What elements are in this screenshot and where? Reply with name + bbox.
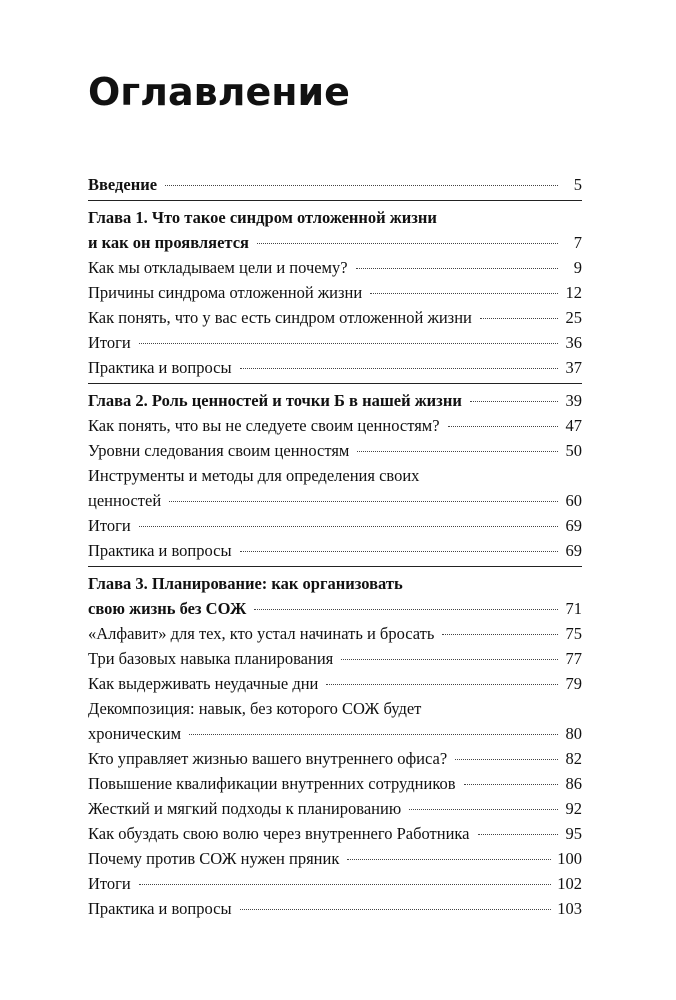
toc-entry xyxy=(88,771,582,796)
toc-entry-title: Как обуздать свою волю через внутреннего Работника xyxy=(88,824,470,843)
toc-page-number: 25 xyxy=(565,308,582,327)
dot-leader xyxy=(189,733,558,735)
dot-leader xyxy=(357,450,558,452)
toc-entry-row xyxy=(88,771,582,796)
toc-entry-row xyxy=(88,621,582,646)
toc-entry xyxy=(88,305,582,330)
toc-entry-title: Кто управляет жизнью вашего внутреннего офиса? xyxy=(88,749,448,768)
dot-leader xyxy=(356,267,558,269)
page-title: Оглавление xyxy=(88,70,350,114)
toc-page-number: 82 xyxy=(565,749,582,768)
toc-entry-title: Уровни следования своим ценностям xyxy=(88,441,350,460)
toc-entry-row xyxy=(88,513,582,538)
toc-entry xyxy=(88,746,582,771)
section-divider xyxy=(88,566,582,567)
toc-entry xyxy=(88,846,582,871)
toc-entry-title: и как он проявляется xyxy=(88,233,249,252)
toc-entry-row xyxy=(88,413,582,438)
toc-entry-title: Причины синдрома отложенной жизни xyxy=(88,283,363,302)
toc-entry-row xyxy=(88,438,582,463)
toc-entry xyxy=(88,513,582,538)
toc-entry xyxy=(88,821,582,846)
toc-page-number: 50 xyxy=(565,441,582,460)
toc-entry-row xyxy=(88,330,582,355)
toc-entry xyxy=(88,255,582,280)
toc-entry-row xyxy=(88,671,582,696)
toc-page-number: 100 xyxy=(557,849,582,868)
toc-entry xyxy=(88,538,582,563)
dot-leader xyxy=(409,808,558,810)
toc-entry-title: Практика и вопросы xyxy=(88,899,232,918)
toc-entry-title: Итоги xyxy=(88,333,131,352)
toc-entry-title-line: Инструменты и методы для определения своих xyxy=(88,466,420,485)
toc-entry-row xyxy=(88,871,582,896)
toc-entry-title: Как понять, что у вас есть синдром отложенной жизни xyxy=(88,308,472,327)
toc-entry-row xyxy=(88,846,582,871)
toc-entry-title: Три базовых навыка планирования xyxy=(88,649,334,668)
toc-entry-row xyxy=(88,230,582,255)
dot-leader xyxy=(240,550,558,552)
toc-entry-title: свою жизнь без СОЖ xyxy=(88,599,247,618)
dot-leader xyxy=(240,367,558,369)
dot-leader xyxy=(254,608,558,610)
toc-entry xyxy=(88,696,582,746)
toc-page-number: 7 xyxy=(573,233,582,252)
dot-leader xyxy=(470,400,558,402)
toc-entry-title: Практика и вопросы xyxy=(88,358,232,377)
toc-page-number: 37 xyxy=(565,358,582,377)
toc-page-number: 92 xyxy=(565,799,582,818)
toc-entry-row xyxy=(88,305,582,330)
toc-entry xyxy=(88,438,582,463)
table-of-contents xyxy=(88,172,582,921)
toc-entry-title: ценностей xyxy=(88,491,162,510)
toc-entry-title: Жесткий и мягкий подходы к планированию xyxy=(88,799,402,818)
dot-leader xyxy=(257,242,558,244)
toc-page-number: 75 xyxy=(565,624,582,643)
toc-entry-title: Итоги xyxy=(88,874,131,893)
dot-leader xyxy=(169,500,558,502)
toc-entry-row xyxy=(88,596,582,621)
toc-entry-title: хроническим xyxy=(88,724,182,743)
toc-page-number: 86 xyxy=(565,774,582,793)
toc-entry xyxy=(88,646,582,671)
toc-entry xyxy=(88,330,582,355)
toc-entry-row xyxy=(88,721,582,746)
toc-entry xyxy=(88,463,582,513)
dot-leader xyxy=(347,858,551,860)
toc-page-number: 39 xyxy=(565,391,582,410)
toc-page-number: 102 xyxy=(557,874,582,893)
section-divider xyxy=(88,383,582,384)
toc-entry-title: Итоги xyxy=(88,516,131,535)
toc-page-number: 36 xyxy=(565,333,582,352)
toc-entry-title: Повышение квалификации внутренних сотрудников xyxy=(88,774,456,793)
toc-entry-row xyxy=(88,172,582,197)
toc-entry-row xyxy=(88,796,582,821)
toc-page-number: 9 xyxy=(573,258,582,277)
dot-leader xyxy=(139,342,558,344)
toc-entry xyxy=(88,621,582,646)
dot-leader xyxy=(165,184,558,186)
toc-entry-row xyxy=(88,746,582,771)
toc-entry-title: Практика и вопросы xyxy=(88,541,232,560)
toc-entry-row xyxy=(88,355,582,380)
toc-page-number: 103 xyxy=(557,899,582,918)
toc-chapter-entry xyxy=(88,388,582,413)
toc-page-number: 47 xyxy=(565,416,582,435)
toc-entry-title: Как понять, что вы не следуете своим ценностям? xyxy=(88,416,440,435)
toc-entry-title: Почему против СОЖ нужен пряник xyxy=(88,849,340,868)
toc-page-number: 77 xyxy=(565,649,582,668)
dot-leader xyxy=(341,658,558,660)
toc-entry-row xyxy=(88,255,582,280)
toc-entry xyxy=(88,355,582,380)
toc-page-number: 79 xyxy=(565,674,582,693)
dot-leader xyxy=(442,633,558,635)
toc-entry-row xyxy=(88,388,582,413)
toc-entry-title-line: Глава 3. Планирование: как организовать xyxy=(88,574,403,593)
toc-entry-title: Введение xyxy=(88,175,158,194)
dot-leader xyxy=(139,883,551,885)
toc-entry-title: Как выдерживать неудачные дни xyxy=(88,674,319,693)
dot-leader xyxy=(326,683,558,685)
toc-page-number: 12 xyxy=(565,283,582,302)
toc-entry xyxy=(88,671,582,696)
toc-chapter-entry xyxy=(88,571,582,621)
toc-entry-row xyxy=(88,646,582,671)
dot-leader xyxy=(455,758,558,760)
toc-page-number: 69 xyxy=(565,516,582,535)
toc-chapter-entry xyxy=(88,172,582,197)
toc-entry-title: Глава 2. Роль ценностей и точки Б в нашей жизни xyxy=(88,391,462,410)
toc-entry-title-line: Глава 1. Что такое синдром отложенной жизни xyxy=(88,208,437,227)
section-divider xyxy=(88,200,582,201)
toc-entry-row xyxy=(88,280,582,305)
toc-page-number: 60 xyxy=(565,491,582,510)
toc-entry-title: «Алфавит» для тех, кто устал начинать и бросать xyxy=(88,624,435,643)
toc-page-number: 5 xyxy=(573,175,582,194)
toc-entry-row xyxy=(88,896,582,921)
toc-entry xyxy=(88,413,582,438)
toc-entry-title: Как мы откладываем цели и почему? xyxy=(88,258,348,277)
toc-entry xyxy=(88,896,582,921)
toc-entry xyxy=(88,280,582,305)
toc-entry-title-line: Декомпозиция: навык, без которого СОЖ будет xyxy=(88,699,422,718)
toc-entry xyxy=(88,871,582,896)
toc-page-number: 71 xyxy=(565,599,582,618)
dot-leader xyxy=(240,908,552,910)
toc-chapter-entry xyxy=(88,205,582,255)
dot-leader xyxy=(478,833,559,835)
toc-page-number: 80 xyxy=(565,724,582,743)
toc-page-number: 95 xyxy=(565,824,582,843)
toc-entry xyxy=(88,796,582,821)
dot-leader xyxy=(480,317,558,319)
toc-entry-row xyxy=(88,821,582,846)
dot-leader xyxy=(464,783,558,785)
toc-entry-row xyxy=(88,488,582,513)
toc-entry-row xyxy=(88,538,582,563)
dot-leader xyxy=(139,525,558,527)
dot-leader xyxy=(448,425,558,427)
dot-leader xyxy=(370,292,558,294)
toc-page-number: 69 xyxy=(565,541,582,560)
